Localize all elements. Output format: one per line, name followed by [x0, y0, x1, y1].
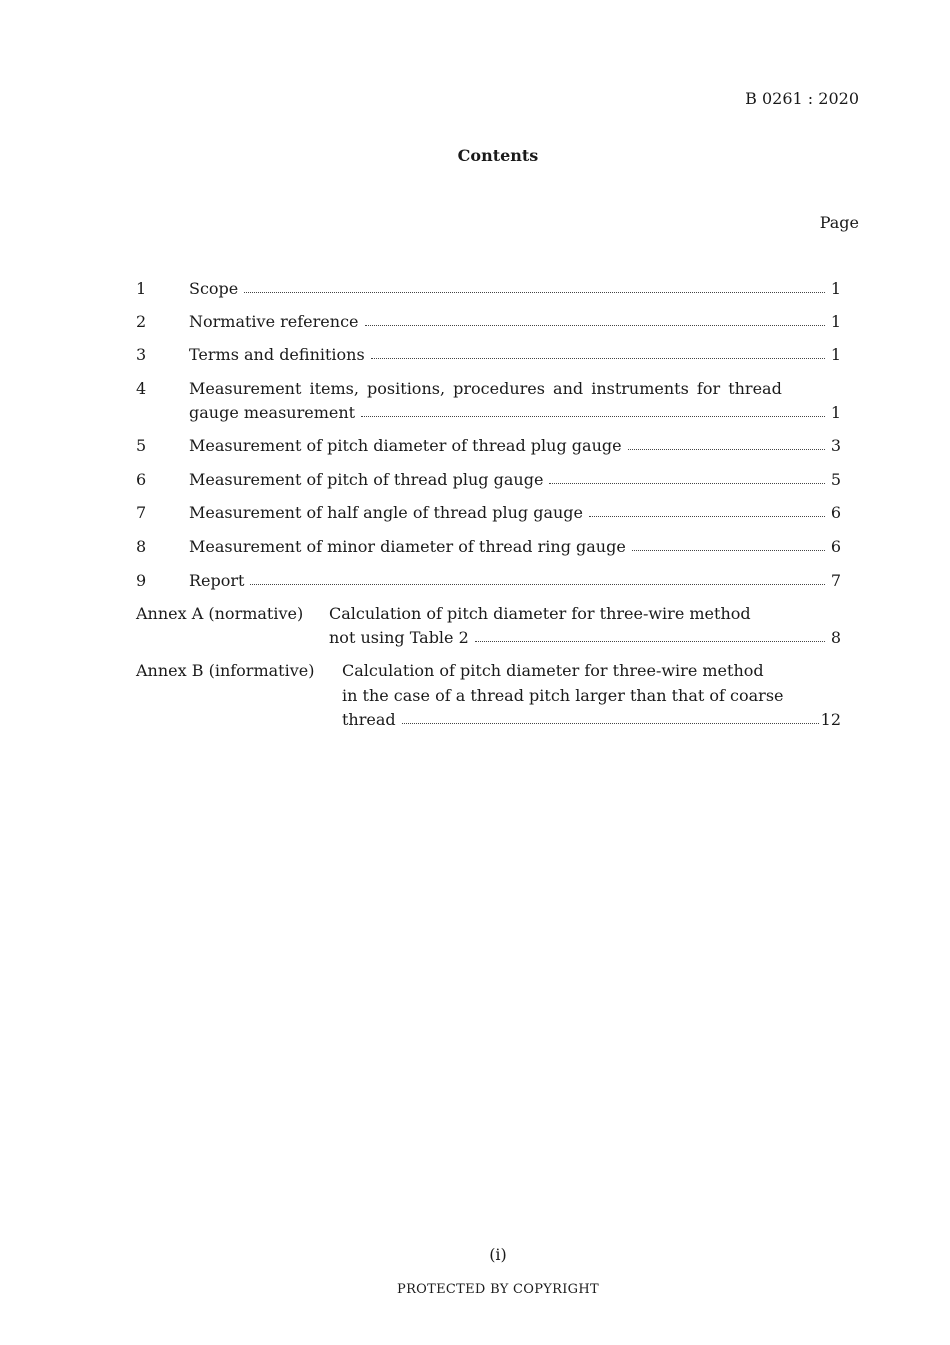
- toc-number: 5: [136, 436, 147, 455]
- annex-title-line1: Calculation of pitch diameter for three-wire method: [329, 604, 751, 623]
- leader-dots: [475, 640, 825, 642]
- toc-page-number: 1: [830, 403, 841, 422]
- toc-page-number: 8: [830, 628, 841, 647]
- toc-title: Measurement of minor diameter of thread ring gauge: [189, 537, 626, 556]
- leader-dots: [628, 448, 825, 450]
- toc-page-number: 1: [830, 345, 841, 364]
- annex-title-line2: in the case of a thread pitch larger than that of coarse: [342, 686, 784, 705]
- annex-label: Annex A (normative): [136, 604, 304, 623]
- toc-number: 7: [136, 503, 147, 522]
- toc-title: Measurement of pitch diameter of thread plug gauge: [189, 436, 622, 455]
- annex-title-line1: Calculation of pitch diameter for three-wire method: [342, 661, 764, 680]
- toc-page-number: 1: [830, 312, 841, 331]
- annex-title: thread: [342, 710, 396, 729]
- toc-title: Report: [189, 571, 245, 590]
- toc-title: Measurement of half angle of thread plug gauge: [189, 503, 583, 522]
- toc-page-number: 12: [820, 710, 841, 729]
- toc-number: 2: [136, 312, 147, 331]
- leader-dots: [361, 415, 825, 417]
- leader-dots: [250, 583, 824, 585]
- leader-dots: [632, 549, 825, 551]
- page-column-heading: Page: [819, 213, 859, 232]
- toc-page-number: 6: [830, 503, 841, 522]
- toc-number: 1: [136, 279, 147, 298]
- toc-title: Measurement of pitch of thread plug gauge: [189, 470, 544, 489]
- toc-title-line1: Measurement items, positions, procedures and instruments for thread: [189, 379, 782, 398]
- toc-number: 6: [136, 470, 147, 489]
- toc-page-number: 7: [830, 571, 841, 590]
- toc-title: gauge measurement: [189, 403, 356, 422]
- toc-title: Normative reference: [189, 312, 359, 331]
- leader-dots: [365, 324, 825, 326]
- leader-dots: [549, 482, 824, 484]
- document-number: B 0261 : 2020: [745, 89, 859, 108]
- toc-page-number: 6: [830, 537, 841, 556]
- page-title: Contents: [457, 146, 539, 165]
- copyright-notice: PROTECTED BY COPYRIGHT: [397, 1282, 599, 1297]
- toc-number: 9: [136, 571, 147, 590]
- toc-title: Scope: [189, 279, 239, 298]
- toc-page-number: 5: [830, 470, 841, 489]
- toc-number: 4: [136, 379, 147, 398]
- leader-dots: [244, 291, 825, 293]
- toc-number: 3: [136, 345, 147, 364]
- leader-dots: [589, 515, 825, 517]
- annex-title: not using Table 2: [329, 628, 469, 647]
- footer-page-number: (i): [489, 1245, 507, 1264]
- toc-number: 8: [136, 537, 147, 556]
- toc-page-number: 1: [830, 279, 841, 298]
- toc-page-number: 3: [830, 436, 841, 455]
- annex-label: Annex B (informative): [136, 661, 315, 680]
- leader-dots: [371, 357, 825, 359]
- leader-dots: [402, 722, 819, 724]
- toc-title: Terms and definitions: [189, 345, 365, 364]
